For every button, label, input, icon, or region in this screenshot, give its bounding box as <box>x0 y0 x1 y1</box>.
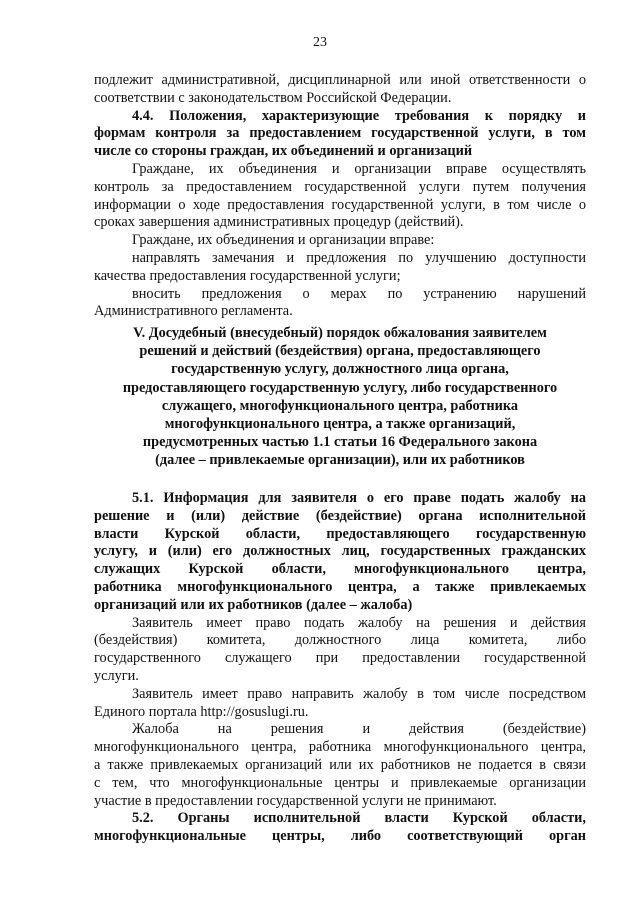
paragraph-line: работника многофункционального центра, а также привлекаемых <box>94 578 586 595</box>
paragraph-line: служащих Курской области, многофункционального центра, <box>94 561 586 578</box>
section-heading-line: (далее – привлекаемые организации), или их работников <box>155 452 525 469</box>
section-4-4-text <box>94 72 586 321</box>
paragraph-line: формам контроля за предоставлением государственной услуги, в том <box>94 125 586 142</box>
section-heading-line: решений и действий (бездействия) органа, предоставляющего <box>139 343 541 360</box>
paragraph-line: Заявитель имеет право подать жалобу на решения и действия <box>132 614 586 631</box>
paragraph-line: числе со стороны граждан, их объединений и организаций <box>94 143 473 160</box>
paragraph-line: Заявитель имеет право направить жалобу в том числе посредством <box>132 685 586 702</box>
paragraph-line: власти Курской области, предоставляющего государственную <box>94 525 586 542</box>
paragraph-line: государственного служащего при предоставлении государственной <box>94 650 586 667</box>
paragraph-line: Жалоба на решения и действия (бездействие) <box>132 721 586 738</box>
section-heading-line: предусмотренных частью 1.1 статьи 16 Федерального закона <box>142 434 538 451</box>
section-heading-line: многофункционального центра, а также организаций, <box>164 415 516 432</box>
paragraph-line: (бездействия) комитета, должностного лица комитета, либо <box>94 632 586 649</box>
paragraph-line: вносить предложения о мерах по устранению нарушений <box>132 285 586 302</box>
section-5-text <box>94 490 586 846</box>
section-v-heading <box>94 324 586 470</box>
paragraph-line: услуги. <box>94 667 139 684</box>
paragraph-line: многофункционального центра, работника многофункционального центра, <box>94 739 586 756</box>
paragraph-line: с тем, что многофункциональные центры и привлекаемые организации <box>94 774 586 791</box>
paragraph-line: подлежит административной, дисциплинарной или иной ответственности о <box>94 72 586 88</box>
paragraph-line: 4.4. Положения, характеризующие требования к порядку и <box>132 107 586 124</box>
paragraph-line: Единого портала http://gosuslugi.ru. <box>94 703 309 720</box>
paragraph-line: а также привлекаемых организаций или их работников не подается в связи <box>94 756 586 773</box>
paragraph-line: Граждане, их объединения и организации вправе осуществлять <box>132 160 586 177</box>
paragraph-line: контроль за предоставлением государственной услуги путем получения <box>94 178 586 195</box>
paragraph-line: информации о ходе предоставления государственной услуги, в том числе о <box>94 196 586 213</box>
paragraph-line: решение и (или) действие (бездействие) органа исполнительной <box>94 507 586 524</box>
paragraph-line: качества предоставления государственной услуги; <box>94 267 401 284</box>
section-heading-line: V. Досудебный (внесудебный) порядок обжалования заявителем <box>133 325 547 341</box>
paragraph-line: соответствии с законодательством Российской Федерации. <box>94 89 452 106</box>
section-heading-line: государственную услугу, должностного лица органа, <box>171 361 509 378</box>
paragraph-line: направлять замечания и предложения по улучшению доступности <box>132 249 586 266</box>
paragraph-line: 5.2. Органы исполнительной власти Курской области, <box>132 810 586 827</box>
paragraph-line: 5.1. Информация для заявителя о его праве подать жалобу на <box>132 490 586 506</box>
paragraph-line: Граждане, их объединения и организации вправе: <box>132 232 435 249</box>
paragraph-line: организаций или их работников (далее – жалоба) <box>94 596 413 613</box>
paragraph-line: участие в предоставлении государственной услуги не принимают. <box>94 792 497 809</box>
paragraph-line: услугу, и (или) его должностных лиц, государственных гражданских <box>94 543 586 560</box>
section-heading-line: служащего, многофункционального центра, работника <box>161 397 519 414</box>
paragraph-line: многофункциональные центры, либо соответствующий орган <box>94 828 586 845</box>
page-number: 23 <box>313 35 327 50</box>
paragraph-line: сроках завершения административных процедур (действий). <box>94 214 464 231</box>
section-heading-line: предоставляющего государственную услугу, либо государственного <box>122 379 558 396</box>
paragraph-line: Административного регламента. <box>94 303 293 320</box>
